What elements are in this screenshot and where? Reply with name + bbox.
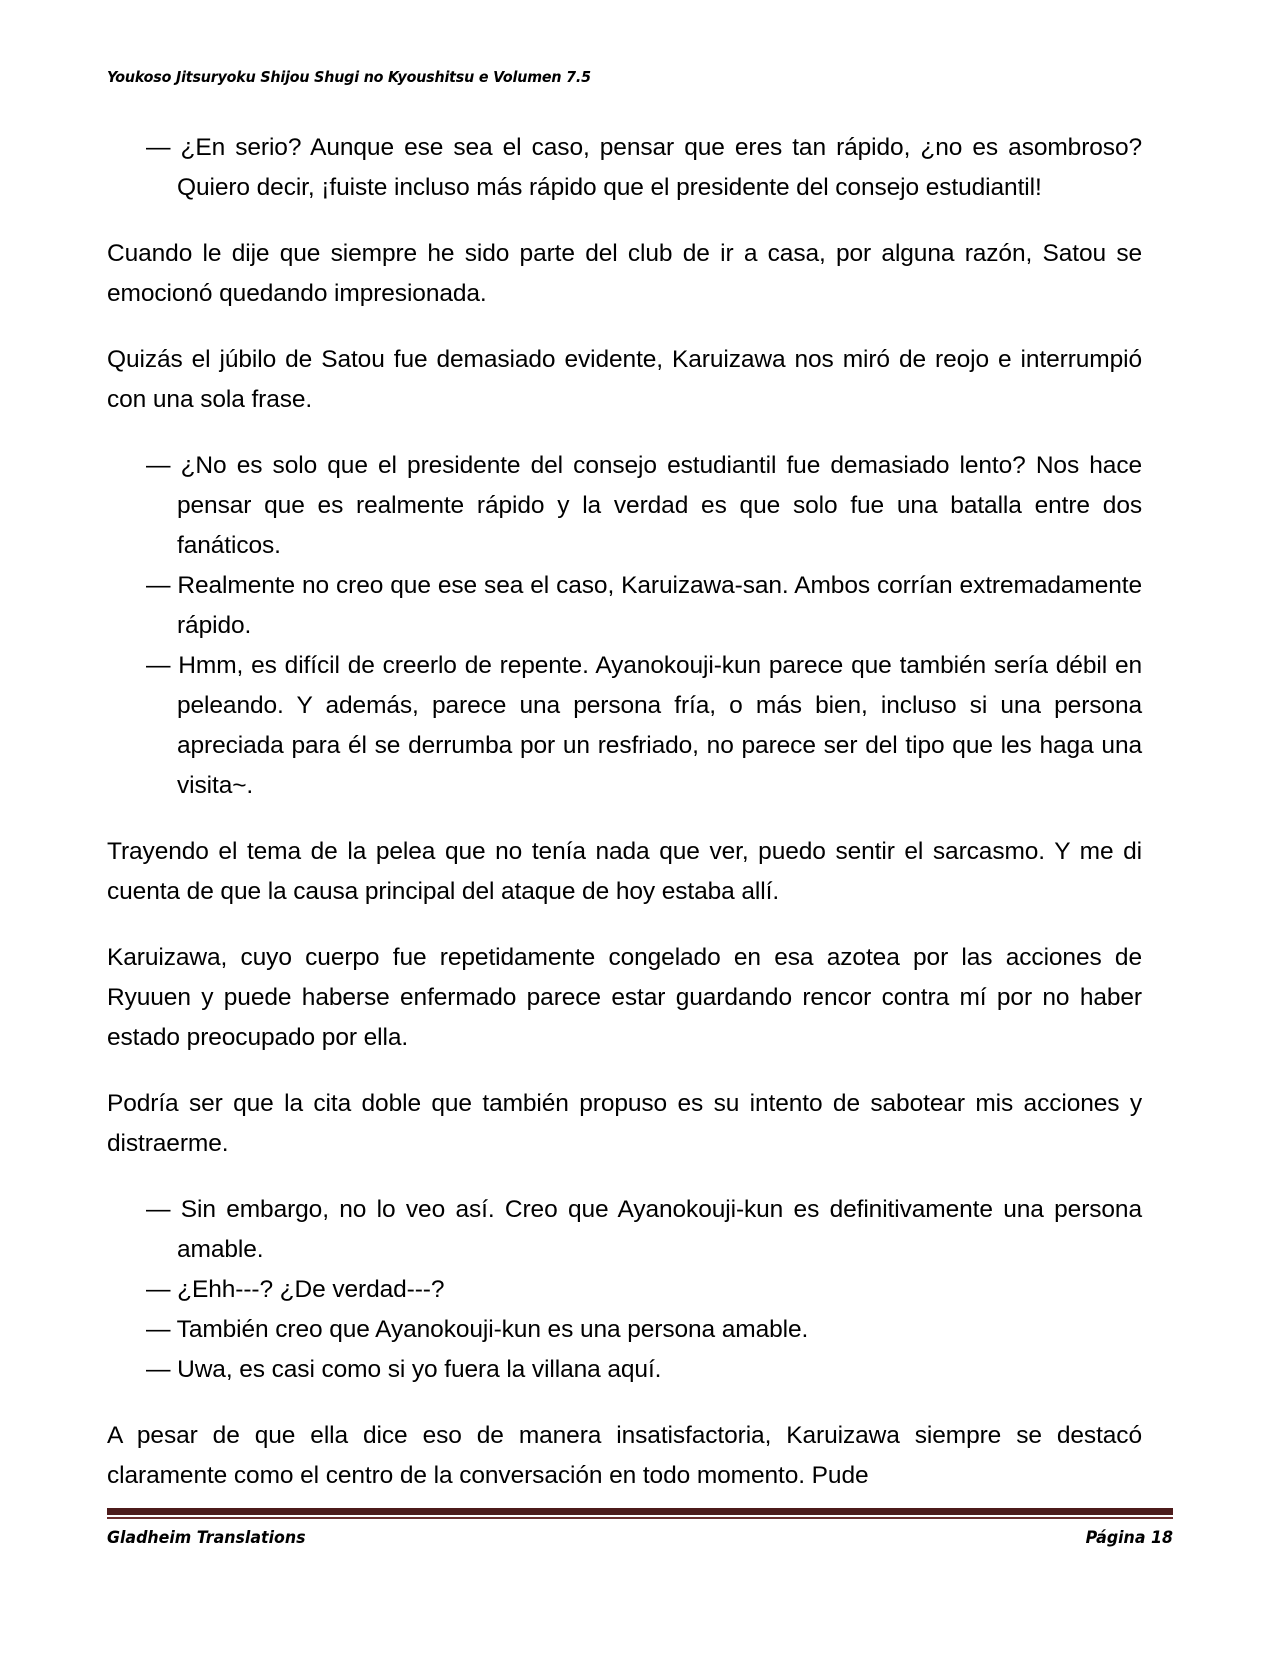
page-header (107, 68, 1172, 94)
body-paragraph: A pesar de que ella dice eso de manera insatisfactoria, Karuizawa siempre se destacó claramente como el centro de la conversación en todo momento. Pude (107, 1422, 1142, 1489)
dialogue-block (107, 1190, 1142, 1390)
footer-rule-thin (107, 1517, 1173, 1519)
footer-translator-credit: Gladheim Translations (107, 1528, 306, 1548)
body-paragraph: Podría ser que la cita doble que también propuso es su intento de sabotear mis acciones y distraerme. (107, 1090, 1142, 1157)
body-paragraph: Quizás el júbilo de Satou fue demasiado evidente, Karuizawa nos miró de reojo e interrumpió con una sola frase. (107, 346, 1142, 413)
dialogue-line: — ¿No es solo que el presidente del consejo estudiantil fue demasiado lento? Nos hace pensar que es realmente rápido y la verdad es que solo fue una batalla entre dos fanáticos. (146, 452, 1142, 559)
dialogue-line: — Hmm, es difícil de creerlo de repente. Ayanokouji-kun parece que también sería débil en peleando. Y además, parece una persona fría, o más bien, incluso si una persona apreciada para él se derrumba por un resfriado, no parece ser del tipo que les haga una visita~. (146, 652, 1142, 799)
body-paragraph: Trayendo el tema de la pelea que no tenía nada que ver, puedo sentir el sarcasmo. Y me di cuenta de que la causa principal del ataque de hoy estaba allí. (107, 838, 1142, 905)
footer-row (107, 1528, 1173, 1548)
header-title: Youkoso Jitsuryoku Shijou Shugi no Kyoushitsu e Volumen 7.5 (107, 68, 591, 86)
dialogue-line: — Realmente no creo que ese sea el caso, Karuizawa-san. Ambos corrían extremadamente rápido. (146, 572, 1142, 639)
body-paragraph: Karuizawa, cuyo cuerpo fue repetidamente congelado en esa azotea por las acciones de Ryuuen y puede haberse enfermado parece estar guardando rencor contra mí por no haber estado preocupado por ella. (107, 944, 1142, 1051)
dialogue-line: — ¿Ehh---? ¿De verdad---? (146, 1276, 445, 1303)
dialogue-line: — Sin embargo, no lo veo así. Creo que Ayanokouji-kun es definitivamente una persona amable. (146, 1196, 1142, 1263)
dialogue-line: — También creo que Ayanokouji-kun es una persona amable. (146, 1316, 809, 1343)
page-footer (107, 1508, 1173, 1548)
dialogue-line: — ¿En serio? Aunque ese sea el caso, pensar que eres tan rápido, ¿no es asombroso? Quiero decir, ¡fuiste incluso más rápido que el presidente del consejo estudiantil! (146, 134, 1142, 201)
dialogue-line: — Uwa, es casi como si yo fuera la villana aquí. (146, 1356, 662, 1383)
dialogue-block (107, 128, 1142, 208)
footer-page-number: Página 18 (1085, 1528, 1173, 1548)
footer-rule-thick (107, 1508, 1173, 1515)
document-body (107, 128, 1142, 1496)
body-paragraph: Cuando le dije que siempre he sido parte del club de ir a casa, por alguna razón, Satou se emocionó quedando impresionada. (107, 240, 1142, 307)
dialogue-block (107, 446, 1142, 806)
